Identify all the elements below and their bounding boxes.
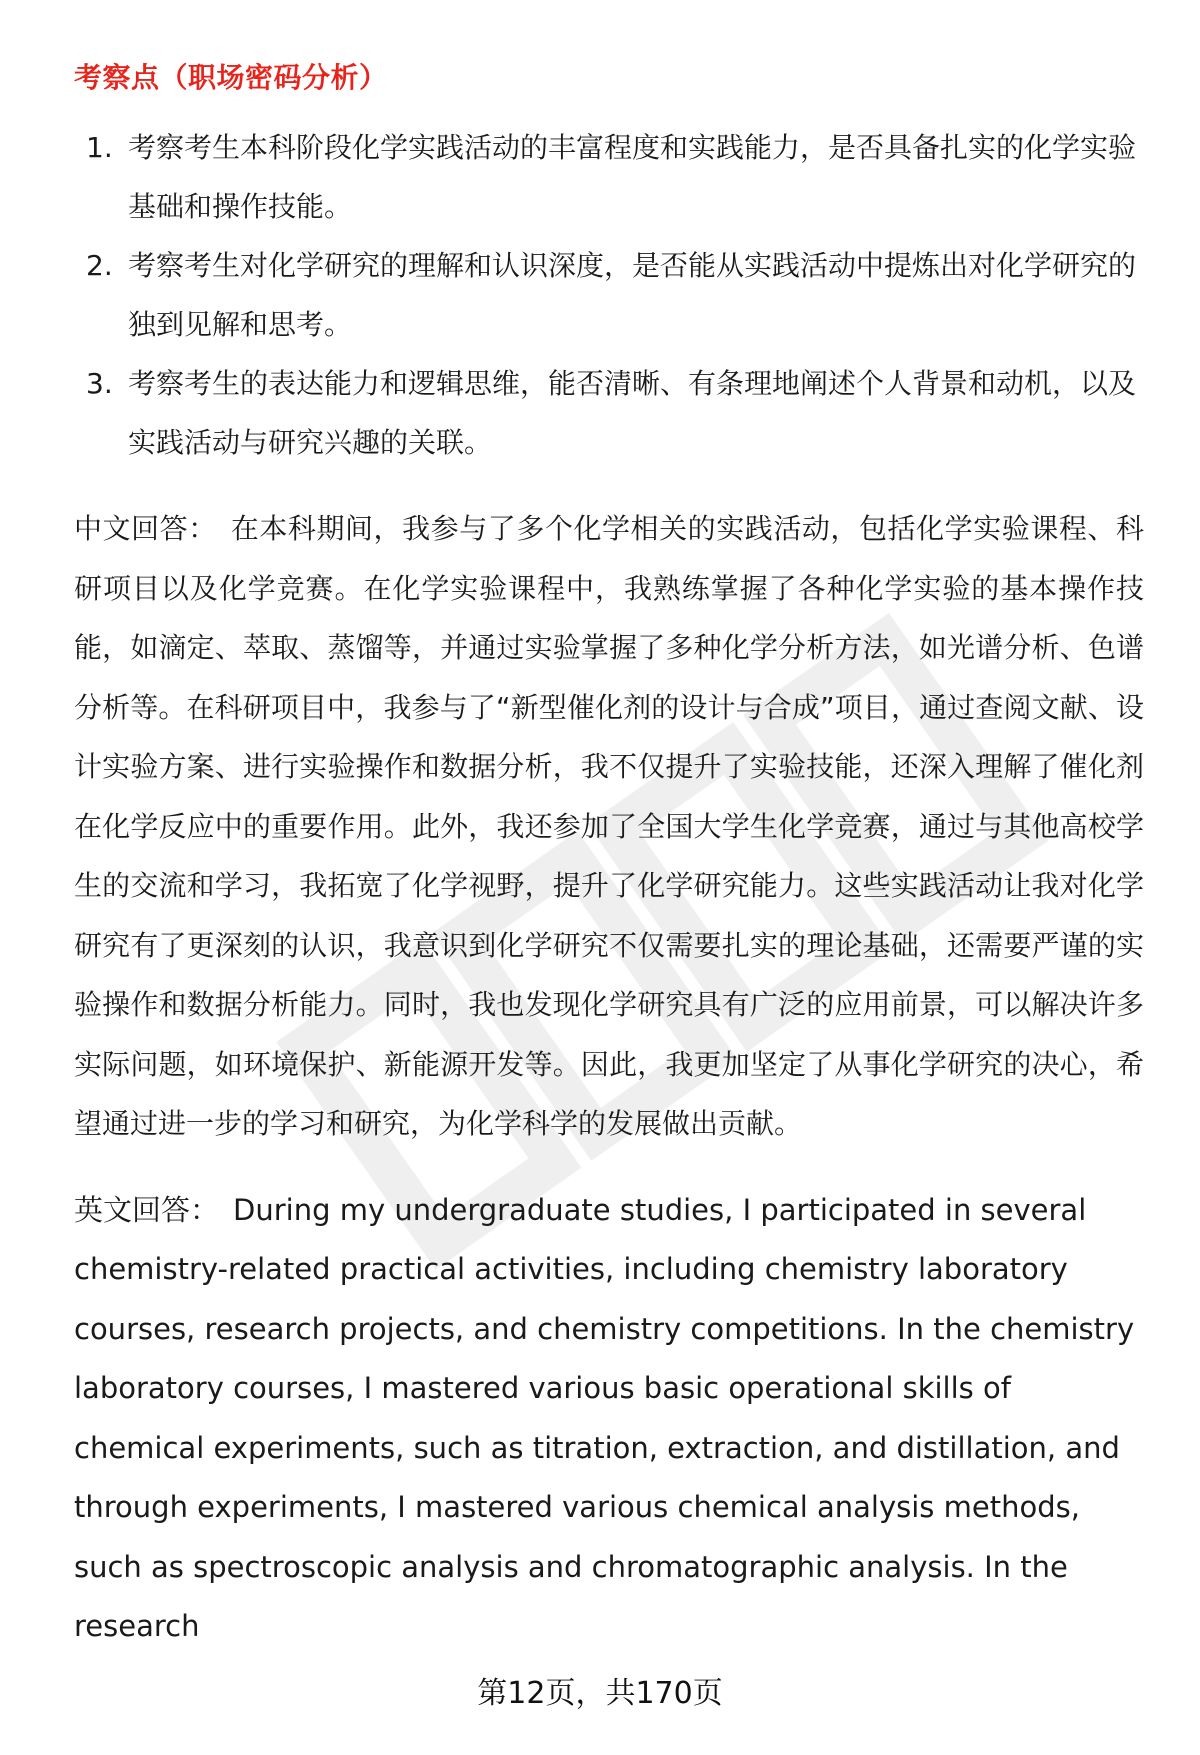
section-title: 考察点（职场密码分析） — [74, 61, 388, 94]
list-item-text: 考察考生本科阶段化学实践活动的丰富程度和实践能力，是否具备扎实的化学实验基础和操作技能。 — [128, 131, 1137, 223]
english-answer-label: 英文回答： — [74, 1192, 220, 1227]
list-number: 1. — [86, 131, 113, 164]
list-item — [74, 354, 1144, 472]
points-list — [74, 118, 1144, 472]
chinese-answer-label: 中文回答： — [74, 512, 217, 545]
list-number: 3. — [86, 367, 113, 400]
english-answer — [74, 1181, 1144, 1657]
page-footer: 第12页，共170页 — [477, 1676, 723, 1711]
list-number: 2. — [86, 249, 113, 282]
list-item-text: 考察考生对化学研究的理解和认识深度，是否能从实践活动中提炼出对化学研究的独到见解和思考。 — [128, 249, 1137, 341]
list-item — [74, 236, 1144, 354]
chinese-answer-text: 在本科期间，我参与了多个化学相关的实践活动，包括化学实验课程、科研项目以及化学竞赛。在化学实验课程中，我熟练掌握了各种化学实验的基本操作技能，如滴定、萃取、蒸馏等，并通过实验掌握了多种化学分析方法，如光谱分析、色谱分析等。在科研项目中，我参与了“新型催化剂的设计与合成”项目，通过查阅文献、设计实验方案、进行实验操作和数据分析，我不仅提升了实验技能，还深入理解了催化剂在化学反应中的重要作用。此外，我还参加了全国大学生化学竞赛，通过与其他高校学生的交流和学习，我拓宽了化学视野，提升了化学研究能力。这些实践活动让我对化学研究有了更深刻的认识，我意识到化学研究不仅需要扎实的理论基础，还需要严谨的实验操作和数据分析能力。同时，我也发现化学研究具有广泛的应用前景，可以解决许多实际问题，如环境保护、新能源开发等。因此，我更加坚定了从事化学研究的决心，希望通过进一步的学习和研究，为化学科学的发展做出贡献。 — [74, 512, 1144, 1140]
english-answer-text: During my undergraduate studies, I participated in several chemistry-related practical activities, including chemistry laboratory courses, research projects, and chemistry competitions. In the chemistry laboratory courses, I mastered various basic operational skills of chemical experiments, such as titration, extraction, and distillation, and through experiments, I mastered various chemical analysis methods, such as spectroscopic analysis and chromatographic analysis. In the research — [74, 1192, 1135, 1643]
list-item-text: 考察考生的表达能力和逻辑思维，能否清晰、有条理地阐述个人背景和动机，以及实践活动与研究兴趣的关联。 — [128, 367, 1137, 459]
chinese-answer — [74, 499, 1144, 1154]
page-content — [74, 56, 1144, 1657]
list-item — [74, 118, 1144, 236]
